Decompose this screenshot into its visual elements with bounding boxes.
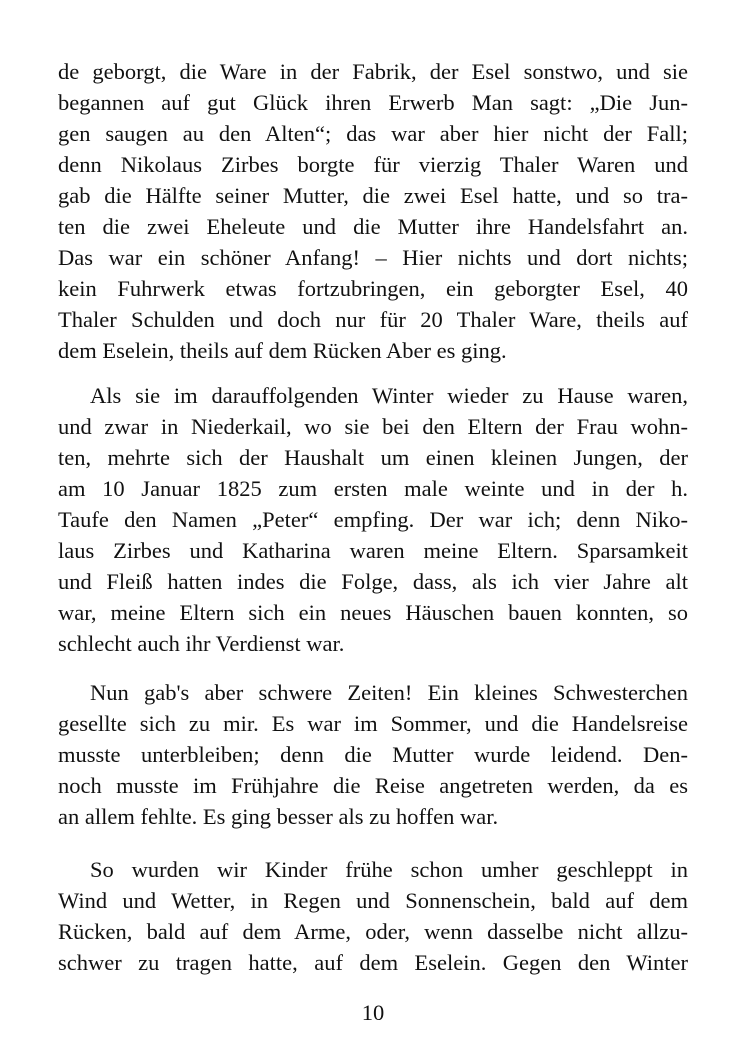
text-line: gab die Hälfte seiner Mutter, die zwei Esel hatte, und so tra-	[58, 183, 688, 208]
text-line: kein Fuhrwerk etwas fortzubringen, ein geborgter Esel, 40	[58, 276, 688, 301]
text-line: Als sie im darauffolgenden Winter wieder zu Hause waren,	[90, 383, 688, 408]
text-line: Taufe den Namen „Peter“ empfing. Der war ich; denn Niko-	[58, 507, 688, 532]
text-line: am 10 Januar 1825 zum ersten male weinte und in der h.	[58, 476, 688, 501]
text-line: ten die zwei Eheleute und die Mutter ihre Handelsfahrt an.	[58, 214, 688, 239]
text-line: dem Eselein, theils auf dem Rücken Aber es ging.	[58, 338, 507, 363]
text-line: schlecht auch ihr Verdienst war.	[58, 631, 345, 656]
text-line: So wurden wir Kinder frühe schon umher geschleppt in	[90, 857, 688, 882]
text-line: und zwar in Niederkail, wo sie bei den Eltern der Frau wohn-	[58, 414, 688, 439]
text-line: und Fleiß hatten indes die Folge, dass, als ich vier Jahre alt	[58, 569, 688, 594]
text-line: Rücken, bald auf dem Arme, oder, wenn dasselbe nicht allzu-	[58, 919, 688, 944]
text-line: de geborgt, die Ware in der Fabrik, der Esel sonstwo, und sie	[58, 59, 688, 84]
page-number: 10	[361, 1000, 385, 1025]
text-line: an allem fehlte. Es ging besser als zu hoffen war.	[58, 804, 499, 829]
text-line: Nun gab's aber schwere Zeiten! Ein kleines Schwesterchen	[90, 680, 688, 705]
text-line: noch musste im Frühjahre die Reise angetreten werden, da es	[58, 773, 688, 798]
paragraph	[58, 380, 688, 659]
paragraph	[58, 854, 688, 978]
text-line: Das war ein schöner Anfang! – Hier nichts und dort nichts;	[58, 245, 688, 270]
text-line: begannen auf gut Glück ihren Erwerb Man sagt: „Die Jun-	[58, 90, 688, 115]
text-line: Thaler Schulden und doch nur für 20 Thaler Ware, theils auf	[58, 307, 688, 332]
text-line: musste unterbleiben; denn die Mutter wurde leidend. Den-	[58, 742, 688, 767]
paragraph	[58, 56, 688, 366]
text-line: laus Zirbes und Katharina waren meine Eltern. Sparsamkeit	[58, 538, 688, 563]
text-line: gesellte sich zu mir. Es war im Sommer, und die Handelsreise	[58, 711, 688, 736]
text-line: ten, mehrte sich der Haushalt um einen kleinen Jungen, der	[58, 445, 688, 470]
text-line: Wind und Wetter, in Regen und Sonnenschein, bald auf dem	[58, 888, 688, 913]
text-line: schwer zu tragen hatte, auf dem Eselein. Gegen den Winter	[58, 950, 688, 975]
paragraph	[58, 677, 688, 832]
text-line: gen saugen au den Alten“; das war aber hier nicht der Fall;	[58, 121, 688, 146]
page-body	[58, 56, 688, 978]
text-line: war, meine Eltern sich ein neues Häuschen bauen konnten, so	[58, 600, 688, 625]
text-line: denn Nikolaus Zirbes borgte für vierzig Thaler Waren und	[58, 152, 688, 177]
